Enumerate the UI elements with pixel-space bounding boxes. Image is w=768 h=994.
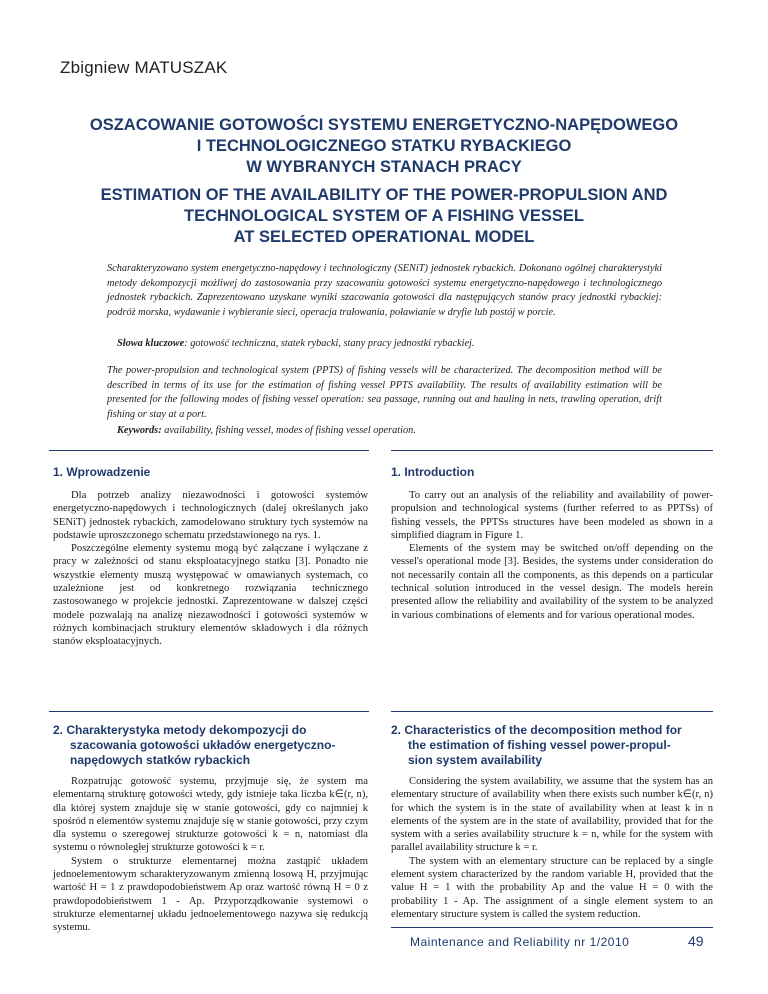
section-rule — [49, 450, 369, 451]
heading-line: 2. Characteristics of the decomposition method for — [391, 723, 682, 737]
section-2-heading-pl — [53, 723, 373, 768]
section-1-heading-pl: 1. Wprowadzenie — [53, 465, 151, 479]
section-rule — [391, 711, 713, 712]
paragraph: Elements of the system may be switched on/off depending on the vessel's operational mode [3]. Besides, the systems under consideration do not necessarily contain all the components, as this depends on a particular technical solution introduced in the vessel design. The models herein presented allow the reliability and availability of the system to be analyzed in various combinations of elements and for various operational modes. — [391, 543, 713, 621]
heading-line: napędowych statków rybackich — [70, 753, 251, 767]
heading-line: 2. Charakterystyka metody dekompozycji do — [53, 723, 307, 737]
title-polish — [60, 115, 708, 178]
title-en-line: AT SELECTED OPERATIONAL MODEL — [233, 228, 535, 246]
section-2-heading-en — [391, 723, 716, 768]
paragraph: Poszczególne elementy systemu mogą być załączane i wyłączane z pracy w zależności od stanu eksploatacyjnego statku [3]. Ponadto nie wszystkie elementy muszą występować w omawianych systemach, co uzależnione jest od konkretnego rozwiązania technicznego zastosowanego w projekcie jednostki. Zaprezentowane w dalszej części modele pozwalają na analizę niezawodności i gotowości systemów w różnych kombinacjach struktury elementów składowych i dla różnych stanów eksploatacyjnych. — [53, 543, 368, 648]
title-en-line: ESTIMATION OF THE AVAILABILITY OF THE POWER-PROPULSION AND — [100, 186, 668, 204]
keywords-label: Keywords: — [117, 425, 162, 436]
keywords-text: : gotowość techniczna, statek rybacki, stany pracy jednostki rybackiej. — [184, 338, 475, 349]
keywords-polish — [117, 337, 662, 352]
section-2-body-pl — [53, 775, 368, 935]
section-1-body-en — [391, 489, 713, 622]
title-pl-line: W WYBRANYCH STANACH PRACY — [246, 158, 522, 176]
heading-line: szacowania gotowości układów energetyczno- — [70, 738, 336, 752]
paragraph: Considering the system availability, we assume that the system has an elementary structure of availability when there exists such number k∈(r, n) for which the system is in the state of availability when at least k in n elements of the system are in the state of availability, provided that for the system with a series availability structure k = n, while for the system with parallel availability structure k = r. — [391, 776, 713, 854]
paragraph: Dla potrzeb analizy niezawodności i gotowości systemów energetyczno-napędowych i technologicznych (dalej określanych jako SENiT) jednostek rybackich, zamodelowano struktury tych systemów na podstawie uproszczonego schematu przedstawionego na rys. 1. — [53, 490, 368, 541]
paragraph: Rozpatrując gotowość systemu, przyjmuje się, że system ma elementarną strukturę gotowości wtedy, gdy istnieje taka liczba k∈(r, n), dla której system znajduje się w stanie gotowości, gdy co najmniej k spośród n elementów systemu znajduje się w stanie gotowości, przy czym dla systemu o szeregowej strukturze gotowości k = n, natomiast dla systemu o równoległej strukturze gotowości k = r. — [53, 776, 368, 854]
title-en-line: TECHNOLOGICAL SYSTEM OF A FISHING VESSEL — [183, 207, 584, 225]
keywords-text: availability, fishing vessel, modes of fishing vessel operation. — [161, 425, 416, 436]
section-rule — [391, 450, 713, 451]
heading-line: sion system availability — [408, 753, 543, 767]
author-name: Zbigniew MATUSZAK — [60, 58, 228, 77]
heading-line: the estimation of fishing vessel power-propul- — [408, 738, 671, 752]
journal-name: Maintenance and Reliability nr 1/2010 — [410, 935, 630, 949]
title-english — [60, 185, 708, 248]
section-1-heading-en: 1. Introduction — [391, 465, 475, 479]
section-rule — [49, 711, 369, 712]
section-1-body-pl — [53, 489, 368, 649]
abstract-polish: Scharakteryzowano system energetyczno-napędowy i technologiczny (SENiT) jednostek rybackich. Dokonano ogólnej charakterystyki metody dekompozycji możliwej do zastosowania przy szacowaniu gotowości systemu energetyczno-napędowego i technologicznego jednostek rybackich. Zaprezentowano uzyskane wyniki szacowania gotowości dla następujących stanów pracy jednostki rybackiej: podróż morska, wydawanie i wybieranie sieci, operacja trałowania, poławianie w dryfie lub postój w porcie. — [107, 263, 662, 318]
keywords-label: Słowa kluczowe — [117, 338, 185, 349]
page-number: 49 — [688, 933, 704, 949]
title-pl-line: OSZACOWANIE GOTOWOŚCI SYSTEMU ENERGETYCZNO-NAPĘDOWEGO — [89, 116, 679, 134]
title-pl-line: I TECHNOLOGICZNEGO STATKU RYBACKIEGO — [196, 137, 572, 155]
keywords-english — [117, 424, 662, 439]
section-2-body-en — [391, 775, 713, 921]
paragraph: System o strukturze elementarnej można zastąpić układem jednoelementowym scharakteryzowanym zmienną losową H, przyjmując wartość H = 1 z prawdopodobieństwem Ap oraz wartość równą H = 0 z prawdopodobieństwem 1 - Ap. Przyporządkowanie systemowi o strukturze elementarnej układu jednoelementowego nazywa się redukcją systemu. — [53, 855, 368, 934]
footer-rule — [391, 927, 713, 928]
abstract-english: The power-propulsion and technological system (PPTS) of fishing vessels will be characterized. The decomposition method will be described in terms of its use for the estimation of fishing vessel PPTS availability. The results of availability estimation will be presented for the following modes of fishing vessel operation: sea passage, running out and hauling in nets, trawling operation, drift fishing or stay at a port. — [107, 365, 662, 420]
paragraph: The system with an elementary structure can be replaced by a single element system characterized by the random variable H, provided that the value H = 1 with the probability Ap and the value H = 0 with the probability 1 - Ap. The assignment of a single element system to an elementary structure system is called the system reduction. — [391, 855, 713, 920]
paragraph: To carry out an analysis of the reliability and availability of power-propulsion and technological systems (further referred to as PPTSs) of fishing vessels, the PPTSs structures have been modeled as shown in a simplified diagram in Figure 1. — [391, 490, 713, 541]
